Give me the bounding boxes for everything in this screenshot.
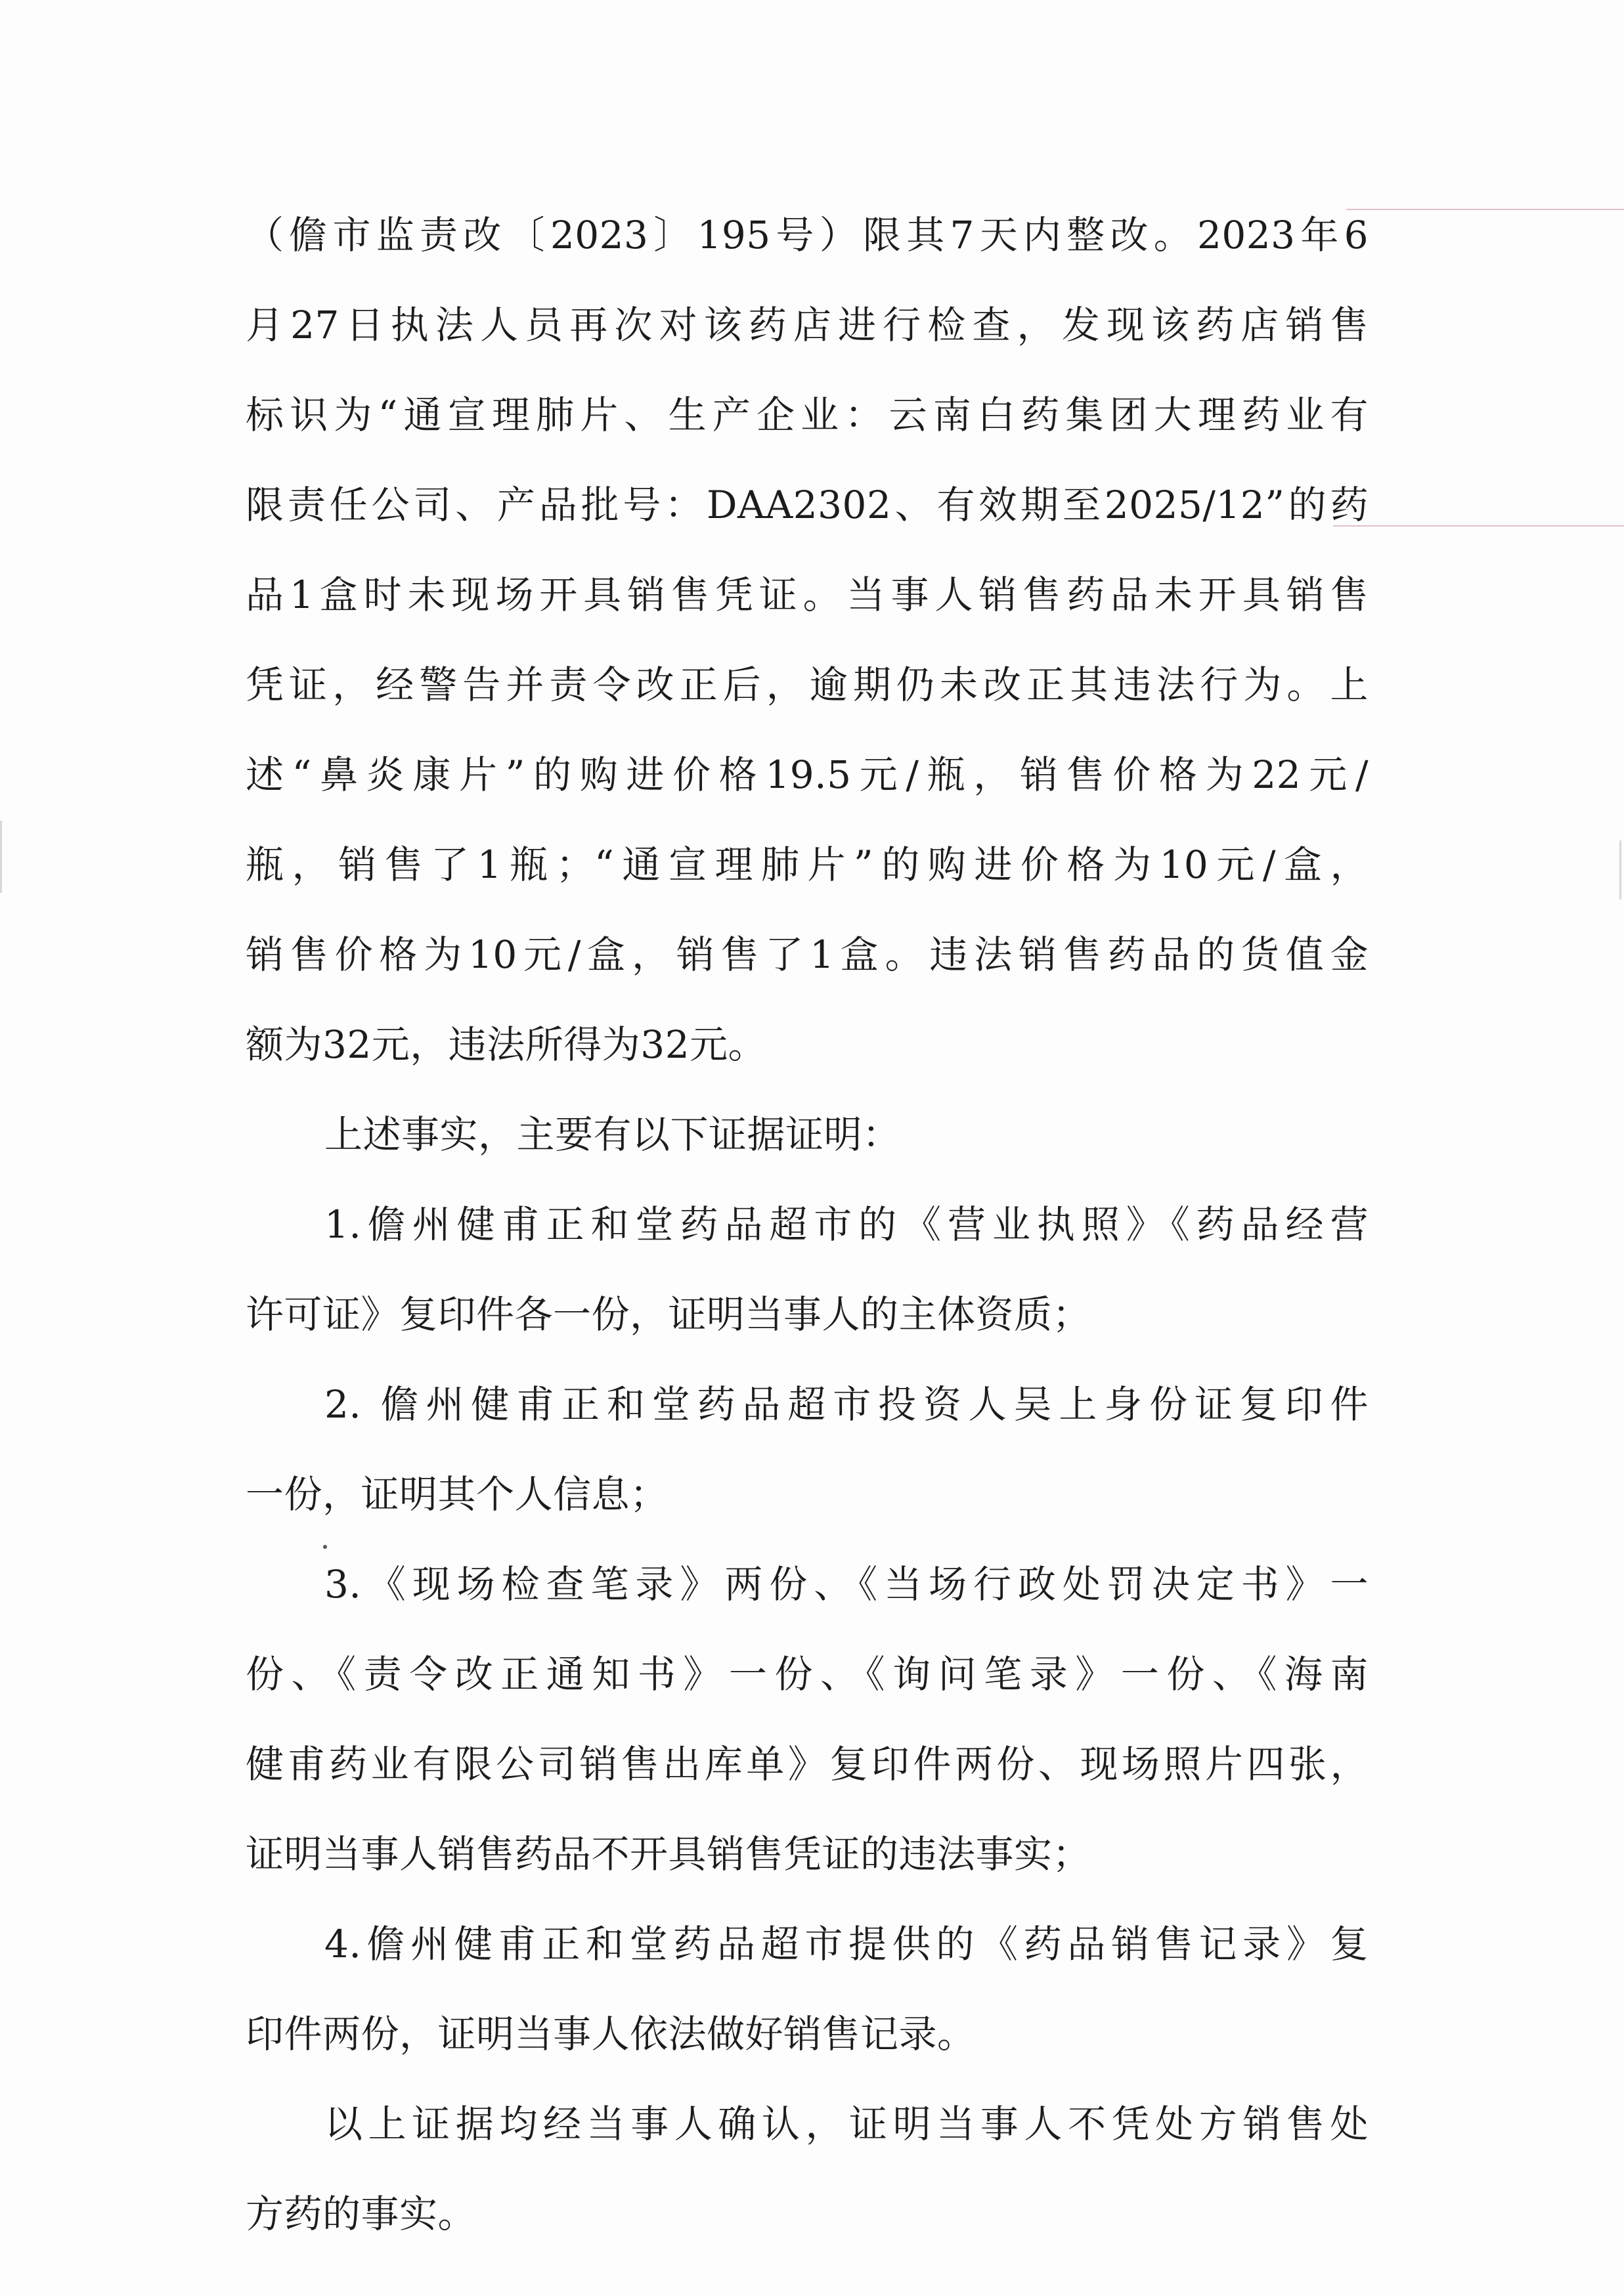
text-line: 3.《现场检查笔录》两份、《当场行政处罚决定书》一 [324,1562,1369,1607]
text-line: 品1盒时未现场开具销售凭证。当事人销售药品未开具销售 [246,573,1369,617]
text-line: 限责任公司、产品批号：DAA2302、有效期至2025/12”的药 [246,483,1369,527]
text-line: 许可证》复印件各一份，证明当事人的主体资质； [246,1292,1091,1337]
text-line: 份、《责令改正通知书》一份、《询问笔录》一份、《海南 [246,1652,1369,1697]
text-line: 2. 儋州健甫正和堂药品超市投资人吴上身份证复印件 [324,1382,1369,1427]
text-line: 标识为“通宣理肺片、生产企业：云南白药集团大理药业有 [246,393,1369,437]
text-line: 1.儋州健甫正和堂药品超市的《营业执照》《药品经营 [324,1202,1369,1247]
text-line: 一份，证明其个人信息； [246,1472,669,1517]
text-line: 4.儋州健甫正和堂药品超市提供的《药品销售记录》复 [324,1922,1369,1966]
text-line: 健甫药业有限公司销售出库单》复印件两份、现场照片四张， [246,1742,1369,1787]
scan-edge-mark [0,821,2,893]
text-line: 印件两份，证明当事人依法做好销售记录。 [246,2012,976,2056]
text-line: 销售价格为10元/盒，销售了1盒。违法销售药品的货值金 [246,932,1369,977]
text-line: （儋市监责改〔2023〕195号）限其7天内整改。2023年6 [246,213,1369,257]
text-line: 证明当事人销售药品不开具销售凭证的违法事实； [246,1832,1091,1876]
body-text [246,190,1369,2259]
text-line: 月27日执法人员再次对该药店进行检查，发现该药店销售 [246,303,1369,347]
text-line: 凭证，经警告并责令改正后，逾期仍未改正其违法行为。上 [246,662,1369,707]
text-line: 以上证据均经当事人确认，证明当事人不凭处方销售处 [324,2102,1369,2146]
text-line: 方药的事实。 [246,2192,477,2236]
scan-mark [1346,209,1624,210]
text-line: 上述事实，主要有以下证据证明： [324,1112,901,1157]
scan-edge-mark [1619,840,1621,899]
scan-mark [1333,525,1624,527]
text-line: 瓶，销售了1瓶；“通宣理肺片”的购进价格为10元/盒， [246,842,1369,887]
text-line: 额为32元，违法所得为32元。 [246,1022,767,1067]
text-line: 述“鼻炎康片”的购进价格19.5元/瓶，销售价格为22元/ [246,752,1369,797]
